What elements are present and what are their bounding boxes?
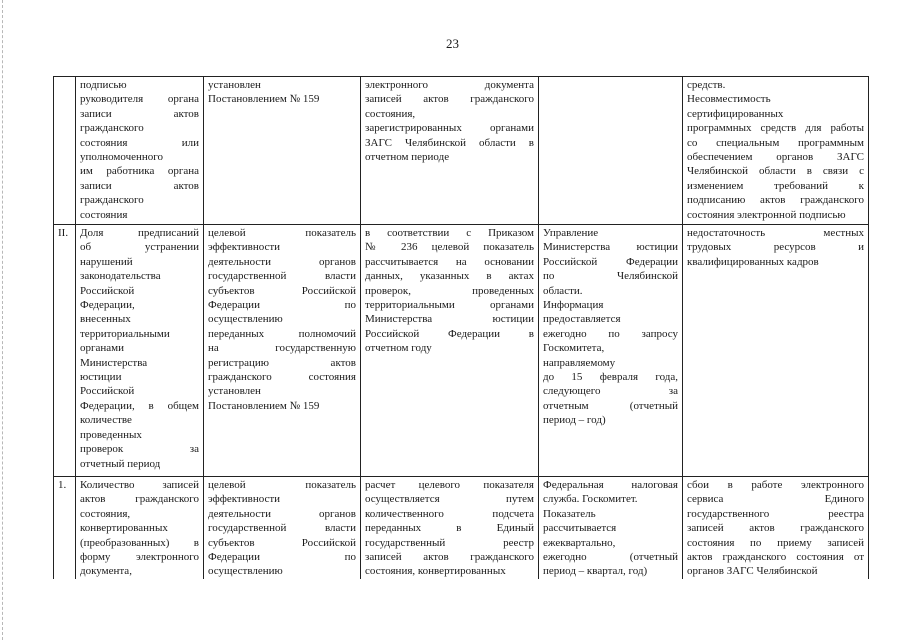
cell-text-line: следующего за [543,385,678,398]
cell-text-line: Федерации по [208,299,356,312]
row-number-cell: II. [54,225,76,477]
cell-text-line: Количество записей [80,479,199,491]
cell-text-line: деятельности органов [208,507,356,520]
cell-text-line: Российской Федерации в [365,327,534,340]
cell-text-line: трудовых ресурсов и [687,241,864,254]
cell-text-line: форму электронного [80,551,199,564]
cell-text-line: проверок за [80,443,199,456]
method-cell [361,225,539,477]
cell-text-line: осуществлению [208,565,283,578]
cell-text-line: состояния, конвертированных [365,565,506,578]
table-row [54,77,869,225]
cell-text-line: области. [543,284,583,297]
cell-text-line: Управление [543,227,599,239]
cell-text-line: уполномоченного [80,151,164,164]
cell-text-line: состояния или [80,136,199,149]
cell-text-line: руководителя органа [80,93,199,106]
cell-text-line: осуществляется путем [365,493,534,506]
cell-text-line: квалифицированных кадров [687,255,819,268]
cell-text-line: им работника органа [80,165,199,178]
cell-text-line: изменением требований к [687,179,864,192]
cell-text-line: Министерства юстиции [365,313,534,326]
cell-text-line: сервиса Единого [687,493,864,506]
cell-text-line: установлен [208,79,261,91]
cell-text-line: осуществлению [208,313,283,326]
cell-text-line: расчет целевого показателя [365,479,534,491]
cell-text-line: количественного подсчета [365,507,534,520]
cell-text-line: отчетном году [365,342,432,355]
cell-text-line: Федерации, [80,299,135,312]
cell-text-line: проверок, проведенных [365,284,534,297]
cell-text-line: рассчитывается [543,522,617,535]
method-cell [361,477,539,579]
risks-cell [683,225,869,477]
cell-text-line: целевой показатель [208,227,356,239]
cell-text-line: отчетный период [80,457,161,470]
basis-cell [204,225,361,477]
cell-text-line: Постановлением № 159 [208,93,320,106]
method-cell [361,77,539,225]
source-cell [539,77,683,225]
cell-text-line: органами [80,342,125,355]
cell-text-line: записей актов гражданского [365,551,534,564]
cell-text-line: гражданского [80,122,144,135]
cell-text-line: юстиции [80,371,122,384]
indicator-cell [76,477,204,579]
cell-text-line: период – год) [543,414,606,427]
cell-text-line: на государственную [208,342,356,355]
cell-text-line: документа, [80,565,132,578]
cell-text-line: количестве [80,414,132,427]
cell-text-line: по Челябинской [543,270,678,283]
cell-text-line: Федерации, в общем [80,399,199,412]
cell-text-line: органов ЗАГС Челябинской [687,565,818,578]
cell-text-line: законодательства [80,270,161,283]
cell-text-line: об устранении [80,241,199,254]
cell-text-line: отчетном периоде [365,151,450,164]
cell-text-line: подписью [80,79,127,91]
cell-text-line: (преобразованных) в [80,536,199,549]
cell-text-line: Несовместимость [687,93,771,106]
cell-text-line: территориальными [80,327,170,340]
cell-text-line: недостаточность местных [687,227,864,239]
row-number-cell: 1. [54,477,76,579]
cell-text-line: государственной власти [208,522,356,535]
cell-text-line: программных средств для работы [687,122,864,135]
cell-text-line: электронного документа [365,79,534,91]
cell-text-line: записей актов гражданского [687,522,864,535]
cell-text-line: подписанию актов гражданского [687,194,864,207]
cell-text-line: период – квартал, год) [543,565,648,578]
cell-text-line: состояния, [80,507,131,520]
cell-text-line: проведенных [80,428,142,441]
cell-text-line: деятельности органов [208,255,356,268]
cell-text-line: ежегодно по запросу [543,327,678,340]
cell-text-line: состояния по приему записей [687,536,864,549]
indicator-cell [76,225,204,477]
basis-cell [204,77,361,225]
cell-text-line: переданных в Единый [365,522,534,535]
risks-cell [683,477,869,579]
cell-text-line: гражданского состояния [208,371,356,384]
cell-text-line: Информация [543,299,604,312]
basis-cell [204,477,361,579]
cell-text-line: предоставляется [543,313,621,326]
cell-text-line: записей актов гражданского [365,93,534,106]
cell-text-line: отчетным (отчетный [543,399,678,412]
cell-text-line: Российской Федерации [543,255,678,268]
cell-text-line: эффективности [208,241,281,254]
cell-text-line: актов гражданского состояния от [687,551,864,564]
cell-text-line: до 15 февраля года, [543,371,678,384]
cell-text-line: служба. Госкомитет. [543,493,638,506]
cell-text-line: Доля предписаний [80,227,199,239]
cell-text-line: со специальным программным [687,136,864,149]
cell-text-line: Показатель [543,507,596,520]
table-row [54,477,869,579]
cell-text-line: состояния [80,208,128,221]
cell-text-line: зарегистрированных органами [365,122,534,135]
cell-text-line: Постановлением № 159 [208,399,320,412]
cell-text-line: конвертированных [80,522,168,535]
cell-text-line: Госкомитета, [543,342,605,355]
cell-text-line: записи актов [80,107,199,120]
cell-text-line: записи актов [80,179,199,192]
cell-text-line: сбои в работе электронного [687,479,864,491]
cell-text-line: субъектов Российской [208,536,356,549]
cell-text-line: Федеральная налоговая [543,479,678,491]
cell-text-line: Челябинской области в связи с [687,165,864,178]
source-cell [539,477,683,579]
cell-text-line: сертифицированных [687,107,784,120]
cell-text-line: Федерации по [208,551,356,564]
cell-text-line: внесенных [80,313,131,326]
row-number-cell [54,77,76,225]
cell-text-line: обеспечением органов ЗАГС [687,151,864,164]
cell-text-line: ежегодно (отчетный [543,551,678,564]
cell-text-line: установлен [208,385,261,398]
cell-text-line: Министерства [80,356,148,369]
cell-text-line: субъектов Российской [208,284,356,297]
cell-text-line: актов гражданского [80,493,199,506]
source-cell [539,225,683,477]
cell-text-line: целевой показатель [208,479,356,491]
cell-text-line: в соответствии с Приказом [365,227,534,239]
scan-margin-line [2,0,3,640]
cell-text-line: гражданского [80,194,144,207]
cell-text-line: государственный реестр [365,536,534,549]
cell-text-line: территориальными органами [365,299,534,312]
page-number: 23 [446,36,459,51]
cell-text-line: нарушений [80,255,133,268]
indicators-table [53,76,869,579]
cell-text-line: ежеквартально, [543,536,616,549]
cell-text-line: государственного реестра [687,507,864,520]
cell-text-line: переданных полномочий [208,327,356,340]
cell-text-line: данных, указанных в актах [365,270,534,283]
cell-text-line: государственной власти [208,270,356,283]
cell-text-line: ЗАГС Челябинской области в [365,136,534,149]
cell-text-line: рассчитывается на основании [365,255,534,268]
cell-text-line: Министерства юстиции [543,241,678,254]
indicator-cell [76,77,204,225]
cell-text-line: направляемому [543,356,616,369]
cell-text-line: состояния, [365,107,416,120]
table-row [54,225,869,477]
cell-text-line: Российской [80,385,135,398]
cell-text-line: № 236 целевой показатель [365,241,534,254]
cell-text-line: регистрацию актов [208,356,356,369]
cell-text-line: эффективности [208,493,281,506]
cell-text-line: состояния электронной подписью [687,208,846,221]
cell-text-line: средств. [687,79,726,91]
risks-cell [683,77,869,225]
cell-text-line: Российской [80,284,135,297]
